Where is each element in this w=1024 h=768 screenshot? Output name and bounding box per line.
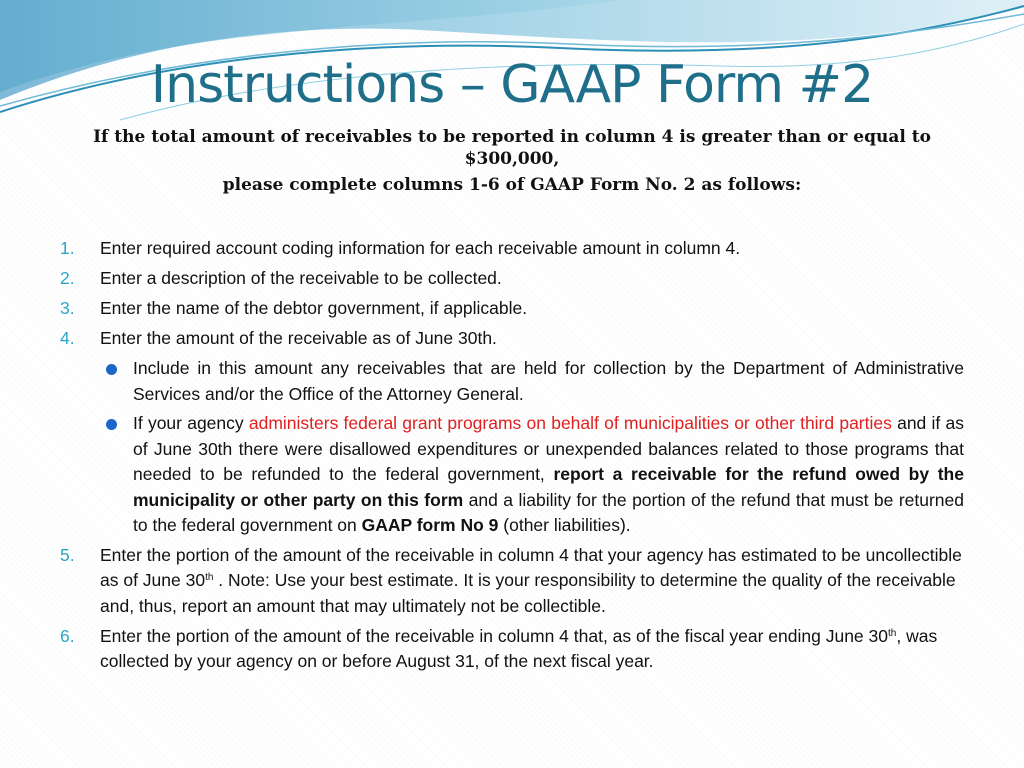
list-item bbox=[60, 236, 964, 262]
item-text: , was collected by your agency on or before August 31, of the next fiscal year. bbox=[100, 625, 938, 671]
subtitle-line-2: $300,000, bbox=[464, 149, 560, 169]
superscript: th bbox=[205, 572, 214, 583]
sub-bullet-item bbox=[100, 356, 964, 407]
subtitle-line-3: please complete columns 1-6 of GAAP Form No. 2 as follows: bbox=[222, 175, 802, 195]
item-text: Enter required account coding information for each receivable amount in column 4. bbox=[100, 238, 741, 258]
bold-form-reference: GAAP form No 9 bbox=[361, 515, 499, 535]
item-number: 5. bbox=[60, 544, 75, 565]
item-text: Enter a description of the receivable to be collected. bbox=[100, 268, 502, 288]
highlighted-text: administers federal grant programs on behalf of municipalities or other third parties bbox=[248, 413, 892, 433]
item-number: 3. bbox=[60, 298, 75, 318]
list-item bbox=[60, 266, 964, 292]
sub-bullet-text: and if as of June 30th there were disallowed expenditures or unexpended balances related to those programs that needed to be refunded to the federal government, bbox=[133, 413, 964, 484]
item-text: Enter the portion of the amount of the receivable in column 4 that, as of the fiscal year ending June 30 bbox=[100, 625, 888, 646]
item-number: 4. bbox=[60, 328, 75, 348]
list-item bbox=[60, 296, 964, 322]
subtitle bbox=[60, 126, 964, 196]
item-text: . Note: Use your best estimate. It is your responsibility to determine the quality of the receivable and, thus, report an amount that may ultimately not be collectible. bbox=[100, 570, 956, 616]
item-number: 2. bbox=[60, 268, 75, 288]
subtitle-line-1: If the total amount of receivables to be reported in column 4 is greater than or equal to bbox=[93, 127, 931, 147]
item-text: Enter the amount of the receivable as of June 30th. bbox=[100, 328, 497, 348]
sub-bullet-item bbox=[100, 411, 964, 539]
instruction-list bbox=[60, 236, 964, 679]
sub-bullet-text: If your agency bbox=[133, 413, 249, 433]
item-text: Enter the portion of the amount of the receivable in column 4 that your agency has estimated to be uncollectible as of June 30 bbox=[100, 544, 962, 590]
page-title: Instructions – GAAP Form #2 bbox=[150, 55, 874, 115]
list-item bbox=[60, 326, 964, 352]
bullet-dot-icon bbox=[106, 364, 117, 375]
sub-bullet-text: Include in this amount any receivables that are held for collection by the Department of Administrative Services and/or the Office of the Attorney General. bbox=[133, 358, 964, 404]
sub-bullet-list bbox=[100, 356, 964, 539]
bold-text: report a receivable for the refund owed by the municipality or other party on this form bbox=[133, 464, 964, 510]
list-item bbox=[60, 543, 964, 620]
item-text: Enter the name of the debtor government, if applicable. bbox=[100, 298, 528, 318]
sub-bullet-text: (other liabilities). bbox=[498, 515, 631, 535]
sub-bullet-text: and a liability for the portion of the refund that must be returned to the federal government on bbox=[133, 489, 964, 535]
list-item bbox=[60, 624, 964, 675]
superscript: th bbox=[888, 627, 897, 639]
item-number: 1. bbox=[60, 238, 75, 258]
item-number: 6. bbox=[60, 625, 75, 646]
bullet-dot-icon bbox=[106, 419, 117, 430]
